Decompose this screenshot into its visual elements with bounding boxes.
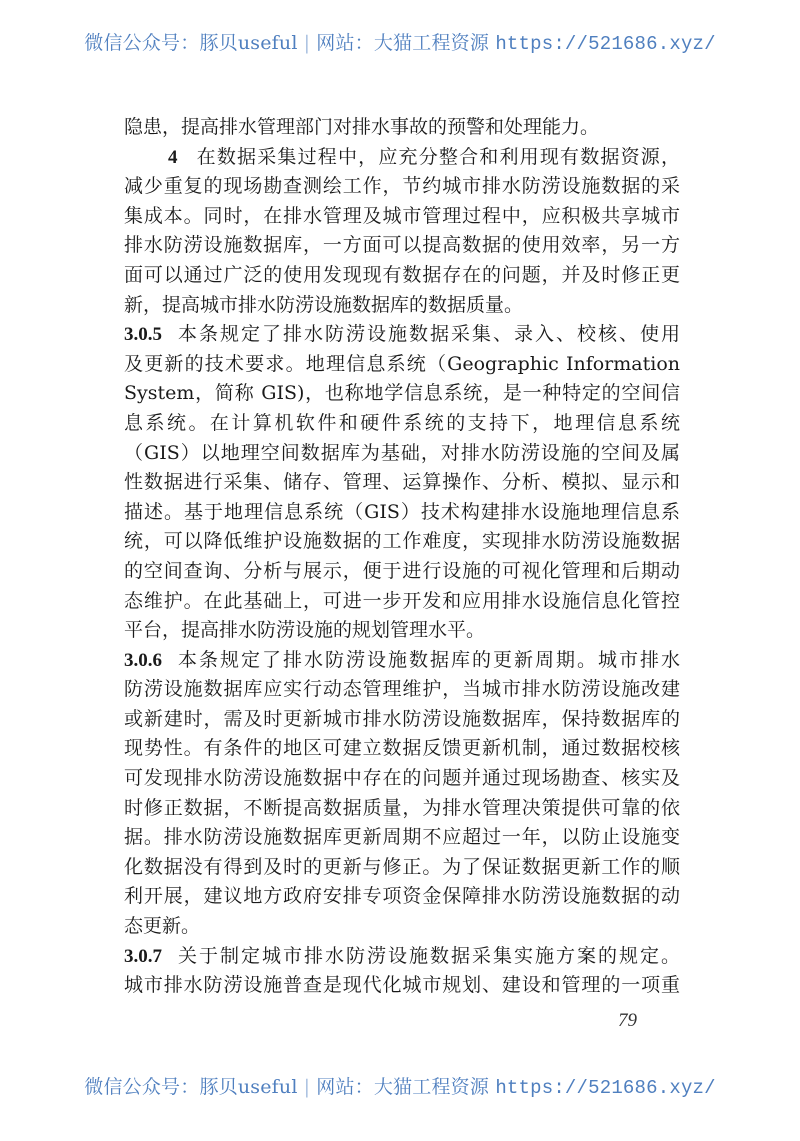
line-text: 统，可以降低维护设施数据的工作难度，实现排水防涝设施数据 [124, 530, 680, 553]
text-line [124, 202, 680, 232]
text-line [124, 823, 680, 853]
watermark-footer [0, 1072, 800, 1099]
clause-number: 3.0.5 [124, 324, 162, 346]
text-line [124, 764, 680, 794]
text-line [124, 882, 680, 912]
watermark-wechat: 微信公众号：豚贝useful [84, 1076, 298, 1098]
line-text: 态维护。在此基础上，可进一步开发和应用排水设施信息化管控 [124, 589, 680, 612]
text-line [124, 231, 680, 261]
text-line [124, 113, 680, 143]
line-text: 新，提高城市排水防涝设施数据库的数据质量。 [124, 293, 524, 316]
text-line [124, 468, 680, 498]
text-line [124, 498, 680, 528]
clause-line [124, 320, 680, 350]
text-line [124, 261, 680, 291]
line-text: 减少重复的现场勘查测绘工作，节约城市排水防涝设施数据的采 [124, 175, 680, 198]
line-text: 描述。基于地理信息系统（GIS）技术构建排水设施地理信息系 [124, 500, 680, 523]
line-text: 集成本。同时，在排水管理及城市管理过程中，应积极共享城市 [124, 204, 680, 227]
text-line [124, 409, 680, 439]
line-text: 或新建时，需及时更新城市排水防涝设施数据库，保持数据库的 [124, 707, 680, 730]
line-text: （GIS）以地理空间数据库为基础，对排水防涝设施的空间及属 [124, 441, 680, 464]
line-text: 本条规定了排水防涝设施数据库的更新周期。城市排水 [176, 648, 680, 671]
text-line [124, 439, 680, 469]
text-line [124, 143, 680, 173]
text-line [124, 587, 680, 617]
line-text: 本条规定了排水防涝设施数据采集、录入、校核、使用 [176, 323, 680, 346]
watermark-url: https://521686.xyz/ [495, 1077, 716, 1099]
line-text: 时修正数据，不断提高数据质量，为排水管理决策提供可靠的依 [124, 796, 680, 819]
text-line [124, 350, 680, 380]
line-text: 化数据没有得到及时的更新与修正。为了保证数据更新工作的顺 [124, 855, 680, 878]
line-text: 面可以通过广泛的使用发现现有数据存在的问题，并及时修正更 [124, 263, 680, 286]
text-line [124, 734, 680, 764]
watermark-separator: | [303, 1076, 311, 1098]
watermark-separator: | [303, 32, 311, 54]
line-text: 及更新的技术要求。地理信息系统（Geographic Information [124, 352, 680, 375]
watermark-wechat: 微信公众号：豚贝useful [84, 32, 298, 54]
text-line [124, 675, 680, 705]
line-text: 关于制定城市排水防涝设施数据采集实施方案的规定。 [176, 944, 680, 967]
watermark-site: 网站：大猫工程资源 [316, 1076, 490, 1098]
line-text: 的空间查询、分析与展示，便于进行设施的可视化管理和后期动 [124, 559, 680, 582]
clause-line [124, 646, 680, 676]
text-line [124, 971, 680, 1001]
clause-number: 3.0.7 [124, 945, 162, 967]
line-text: 利开展，建议地方政府安排专项资金保障排水防涝设施数据的动 [124, 885, 680, 908]
line-text: 隐患，提高排水管理部门对排水事故的预警和处理能力。 [124, 116, 600, 138]
text-line [124, 912, 680, 942]
line-text: 在数据采集过程中，应充分整合和利用现有数据资源， [195, 145, 680, 168]
clause-line [124, 942, 680, 972]
page-number: 79 [618, 1010, 637, 1031]
line-text: 据。排水防涝设施数据库更新周期不应超过一年，以防止设施变 [124, 826, 680, 849]
text-line [124, 291, 680, 321]
line-text: 息系统。在计算机软件和硬件系统的支持下，地理信息系统 [124, 411, 680, 434]
text-line [124, 172, 680, 202]
text-line [124, 705, 680, 735]
line-text: 态更新。 [124, 915, 201, 938]
line-text: 平台，提高排水防涝设施的规划管理水平。 [124, 619, 486, 642]
document-body [124, 113, 680, 1001]
line-text: 现势性。有条件的地区可建立数据反馈更新机制，通过数据校核 [124, 737, 680, 760]
text-line [124, 853, 680, 883]
line-text: 城市排水防涝设施普查是现代化城市规划、建设和管理的一项重 [124, 974, 680, 997]
text-line [124, 527, 680, 557]
text-line [124, 379, 680, 409]
line-text: 防涝设施数据库应实行动态管理维护，当城市排水防涝设施改建 [124, 678, 680, 701]
line-text: 可发现排水防涝设施数据中存在的问题并通过现场勘查、核实及 [124, 767, 680, 790]
clause-number: 3.0.6 [124, 649, 162, 671]
text-line [124, 794, 680, 824]
watermark-header [0, 28, 800, 55]
line-text: System，简称 GIS)，也称地学信息系统，是一种特定的空间信 [124, 382, 680, 405]
text-line [124, 616, 680, 646]
line-text: 性数据进行采集、储存、管理、运算操作、分析、模拟、显示和 [124, 471, 680, 494]
line-text: 排水防涝设施数据库，一方面可以提高数据的使用效率，另一方 [124, 234, 680, 257]
text-line [124, 557, 680, 587]
item-number: 4 [168, 146, 178, 168]
watermark-site: 网站：大猫工程资源 [316, 32, 490, 54]
watermark-url: https://521686.xyz/ [495, 33, 716, 55]
